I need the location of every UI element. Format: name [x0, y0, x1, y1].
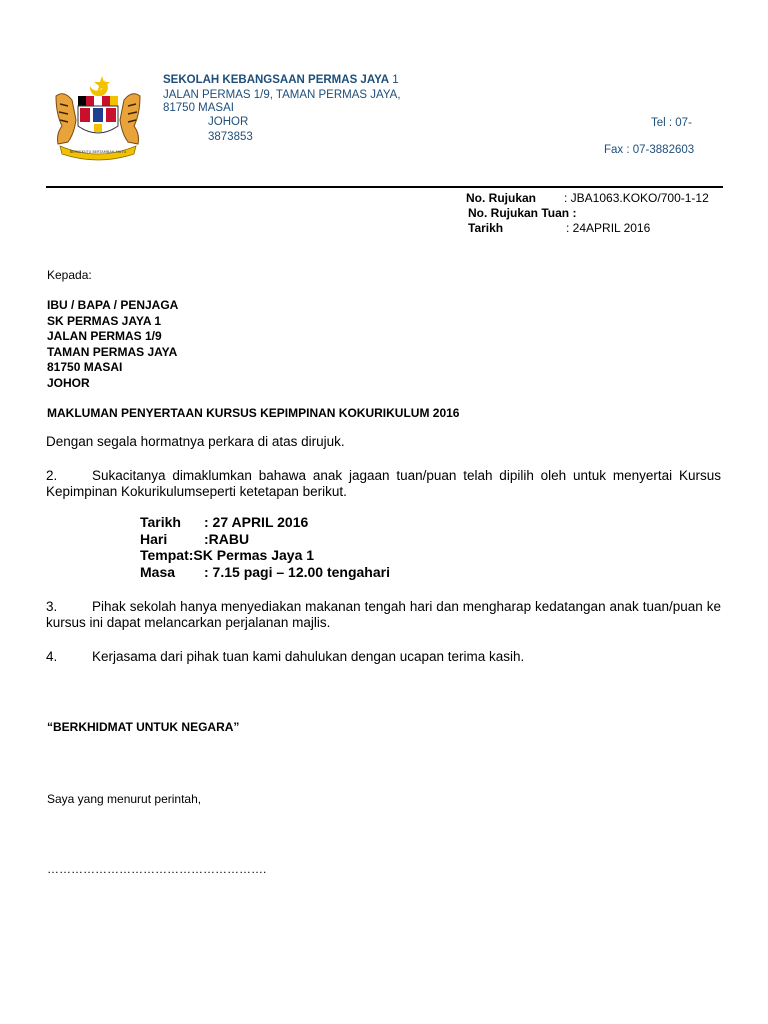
header-divider	[46, 186, 723, 188]
recipient-line: SK PERMAS JAYA 1	[47, 313, 162, 328]
address-line-2: 81750 MASAI	[163, 102, 234, 114]
coat-of-arms-logo	[50, 74, 146, 162]
tel-number: Tel : 07-	[651, 117, 692, 129]
phone-continued: 3873853	[208, 131, 253, 143]
course-details	[140, 514, 390, 580]
right-tiger-icon	[120, 94, 140, 144]
recipient-line: JALAN PERMAS 1/9	[47, 329, 162, 343]
detail-day: Hari :RABU	[140, 530, 250, 547]
recipient-line: JOHOR	[47, 375, 90, 390]
detail-venue: Tempat:SK Permas Jaya 1	[140, 547, 315, 563]
recipient-line: IBU / BAPA / PENJAGA	[47, 298, 179, 312]
recipient-line: TAMAN PERMAS JAYA	[47, 344, 178, 359]
fax-number: Fax : 07-3882603	[604, 144, 695, 156]
recipient-address	[47, 298, 178, 391]
opening-line: Dengan segala hormatnya perkara di atas dirujuk.	[46, 434, 345, 449]
closing-line: Saya yang menurut perintah,	[47, 792, 202, 806]
ref-no: No. Rujukan : JBA1063.KOKO/700-1-12	[466, 191, 709, 205]
paragraph-2: 2. Sukacitanya dimaklumkan bahawa anak jagaan tuan/puan telah dipilih oleh untuk menyertai Kursus Kepimpinan Kokurikulumseperti ketetapan berikut.	[46, 468, 721, 499]
crest-motto: BERSEKUTU BERTAMBAH MUTU	[69, 150, 127, 154]
shield-icon	[78, 96, 118, 133]
greeting: Kepada:	[47, 268, 92, 282]
motto: “BERKHIDMAT UNTUK NEGARA”	[47, 720, 240, 734]
detail-time: Masa : 7.15 pagi – 12.00 tengahari	[140, 563, 390, 580]
paragraph-4: 4. Kerjasama dari pihak tuan kami dahulukan dengan ucapan terima kasih.	[46, 649, 525, 664]
subject-heading: MAKLUMAN PENYERTAAN KURSUS KEPIMPINAN KOKURIKULUM 2016	[47, 406, 460, 420]
school-name: SEKOLAH KEBANGSAAN PERMAS JAYA 1	[163, 74, 399, 86]
signature-line: ……………………………………………….	[47, 862, 267, 876]
recipient-line: 81750 MASAI	[47, 360, 123, 374]
ref-date: Tarikh : 24APRIL 2016	[468, 221, 651, 235]
address-line-3: JOHOR	[208, 116, 249, 128]
detail-date: Tarikh : 27 APRIL 2016	[140, 514, 309, 530]
address-line-1: JALAN PERMAS 1/9, TAMAN PERMAS JAYA,	[163, 89, 401, 101]
paragraph-3: 3. Pihak sekolah hanya menyediakan makanan tengah hari dan mengharap kedatangan anak tuan/puan ke kursus ini dapat melancarkan perjalanan majlis.	[46, 599, 721, 630]
ref-no-tuan: No. Rujukan Tuan :	[468, 206, 577, 220]
left-tiger-icon	[56, 94, 76, 144]
